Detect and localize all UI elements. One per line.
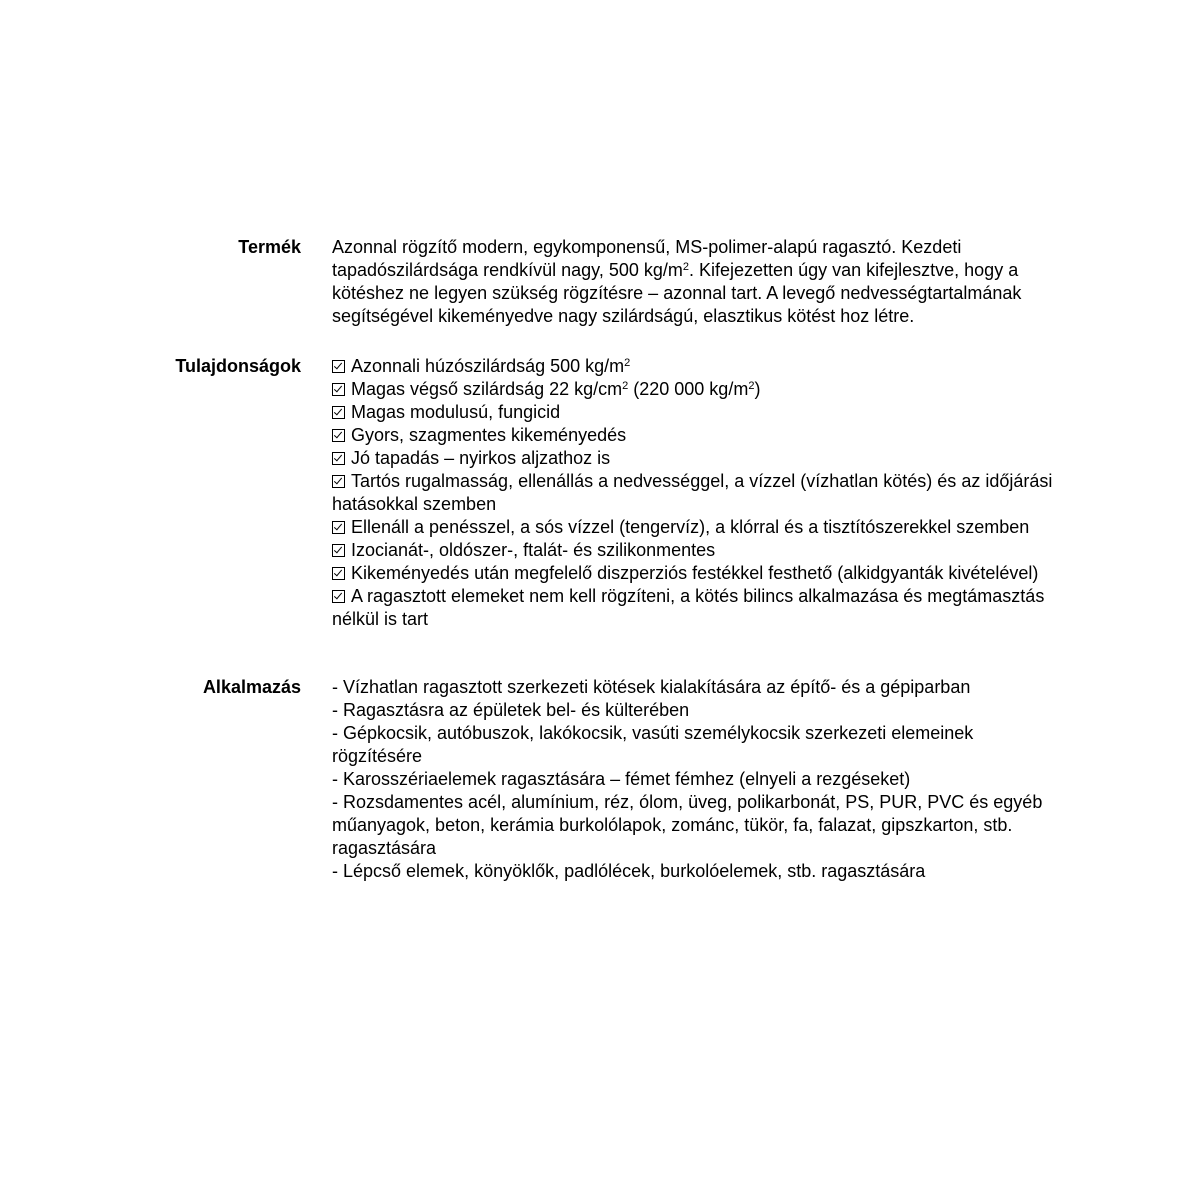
application-item: - Lépcső elemek, könyöklők, padlólécek, burkolóelemek, stb. ragasztására: [332, 861, 926, 881]
checked-box-icon: [332, 406, 345, 419]
property-item-text: Jó tapadás – nyirkos aljzathoz is: [351, 448, 611, 468]
property-item-text: Magas végső szilárdság 22 kg/cm: [351, 379, 623, 399]
property-item: [332, 516, 1057, 539]
property-item-text: Izocianát-, oldószer-, ftalát- és szilikonmentes: [351, 540, 716, 560]
property-item-text: Azonnali húzószilárdság 500 kg/m: [351, 356, 625, 376]
checked-box-icon: [332, 383, 345, 396]
property-item: [332, 424, 1057, 447]
checked-box-icon: [332, 452, 345, 465]
property-item-text: Kikeményedés után megfelelő diszperziós festékkel festhető (alkidgyanták kivételével): [351, 563, 1039, 583]
termek-text-part1: Azonnal rögzítő modern, egykomponensű, MS-polimer-alapú ragasztó. Kezdeti tapadószilárdsága rendkívül nagy, 500 kg/m: [332, 237, 962, 280]
checked-box-icon: [332, 521, 345, 534]
application-item: - Rozsdamentes acél, alumínium, réz, ólom, üveg, polikarbonát, PS, PUR, PVC és egyéb műanyagok, beton, kerámia burkolólapok, zománc, tükör, fa, falazat, gipszkarton, stb. ragasztására: [332, 792, 1043, 858]
checked-box-icon: [332, 567, 345, 580]
application-item: - Karosszériaelemek ragasztására – fémet fémhez (elnyeli a rezgéseket): [332, 769, 911, 789]
application-item: - Vízhatlan ragasztott szerkezeti kötések kialakítására az építő- és a gépiparban: [332, 677, 971, 697]
application-item: - Gépkocsik, autóbuszok, lakókocsik, vasúti személykocsik szerkezeti elemeinek rögzítésére: [332, 723, 974, 766]
property-item: [332, 401, 1057, 424]
property-item: [332, 562, 1057, 585]
application-item: - Ragasztásra az épületek bel- és külterében: [332, 700, 690, 720]
termek-text-part2: . Kifejezetten úgy van kifejlesztve, hogy a kötéshez ne legyen szükség rögzítésre – azonnal tart. A levegő nedvességtartalmának segítségével kikeményedve nagy szilárdságú, elasztikus kötést hoz létre.: [332, 260, 1022, 326]
termek-text-sup: 2: [682, 261, 690, 273]
section-tulajdonsagok: [0, 355, 1200, 631]
checked-box-icon: [332, 544, 345, 557]
section-label-alkalmazas: Alkalmazás: [202, 677, 301, 697]
property-item-text: A ragasztott elemeket nem kell rögzíteni, a kötés bilincs alkalmazása és megtámasztás nélkül is tart: [332, 586, 1045, 629]
property-item: [332, 539, 1057, 562]
section-content-alkalmazas: [332, 676, 1057, 883]
property-item-text: Tartós rugalmasság, ellenállás a nedvességgel, a vízzel (vízhatlan kötés) és az időjárási hatásokkal szemben: [332, 471, 1053, 514]
section-content-termek: [332, 236, 1057, 328]
section-termek: [0, 236, 1200, 328]
property-item-sup: 2: [748, 380, 755, 392]
section-content-tulajdonsagok: [332, 355, 1057, 631]
property-item: [332, 355, 1057, 378]
property-item: [332, 447, 1057, 470]
section-label-termek: Termék: [238, 237, 301, 257]
property-item: [332, 378, 1057, 401]
checked-box-icon: [332, 475, 345, 488]
section-label-tulajdonsagok: Tulajdonságok: [175, 356, 301, 376]
property-item-text: Ellenáll a penésszel, a sós vízzel (tengervíz), a klórral és a tisztítószerekkel szemben: [351, 517, 1030, 537]
property-item-text-mid: (220 000 kg/m: [628, 379, 749, 399]
section-alkalmazas: [0, 676, 1200, 883]
checked-box-icon: [332, 360, 345, 373]
property-item-sup: 2: [622, 380, 629, 392]
checked-box-icon: [332, 429, 345, 442]
property-item: [332, 470, 1057, 516]
property-item-text: Magas modulusú, fungicid: [351, 402, 561, 422]
property-item-sup: 2: [624, 357, 631, 369]
checked-box-icon: [332, 590, 345, 603]
product-datasheet: [0, 236, 1200, 883]
property-item: [332, 585, 1057, 631]
property-item-text: Gyors, szagmentes kikeményedés: [351, 425, 627, 445]
property-item-text-end: ): [754, 379, 761, 399]
